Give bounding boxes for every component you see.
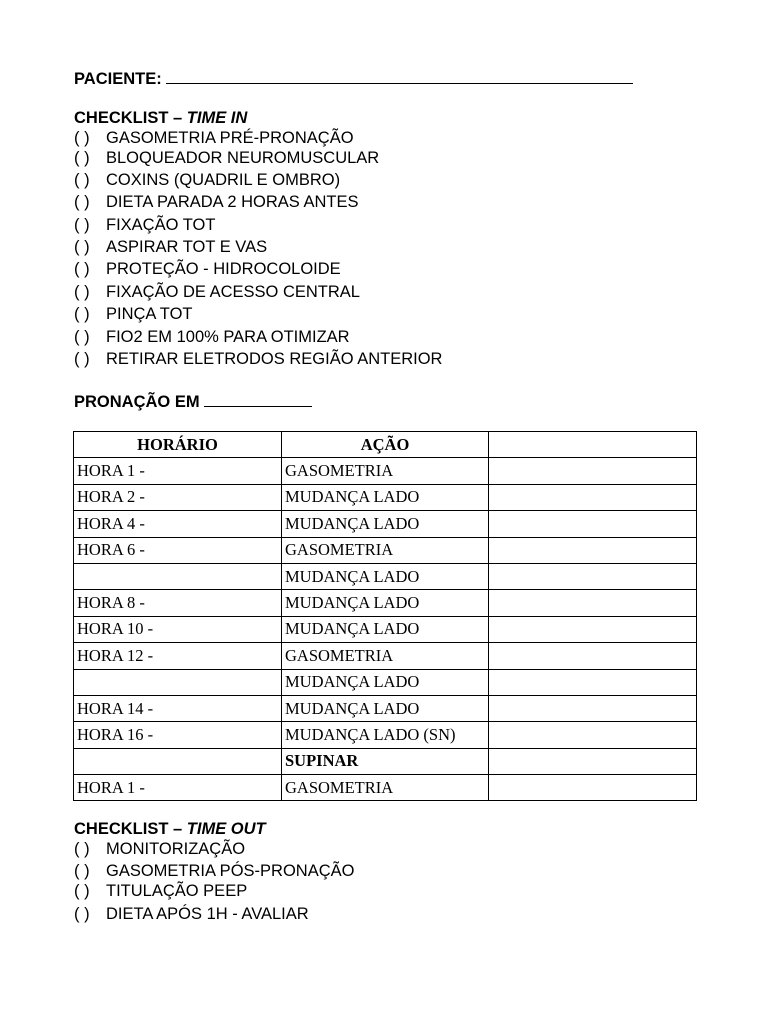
column-header-action: AÇÃO xyxy=(282,432,489,458)
time-cell: HORA 6 - xyxy=(74,537,282,563)
checklist-item[interactable]: ( ) FIXAÇÃO DE ACESSO CENTRAL xyxy=(74,283,360,301)
time-out-title: CHECKLIST – TIME OUT xyxy=(74,820,266,838)
time-cell: HORA 1 - xyxy=(74,458,282,484)
action-cell: MUDANÇA LADO xyxy=(282,563,489,589)
extra-cell[interactable] xyxy=(489,484,697,510)
action-cell: MUDANÇA LADO xyxy=(282,669,489,695)
time-cell: HORA 2 - xyxy=(74,484,282,510)
patient-label: PACIENTE: xyxy=(74,70,162,88)
checkbox-parens[interactable]: ( ) xyxy=(74,305,90,323)
table-row xyxy=(74,458,697,484)
checkbox-parens[interactable]: ( ) xyxy=(74,840,90,858)
checklist-item[interactable]: ( ) GASOMETRIA PRÉ-PRONAÇÃO xyxy=(74,129,354,147)
action-cell: MUDANÇA LADO xyxy=(282,484,489,510)
checkbox-parens[interactable]: ( ) xyxy=(74,350,90,368)
pronation-label: PRONAÇÃO EM xyxy=(74,393,200,411)
extra-cell[interactable] xyxy=(489,590,697,616)
checkbox-parens[interactable]: ( ) xyxy=(74,216,90,234)
time-cell xyxy=(74,669,282,695)
table-row xyxy=(74,643,697,669)
action-cell: GASOMETRIA xyxy=(282,643,489,669)
checklist-item[interactable]: ( ) BLOQUEADOR NEUROMUSCULAR xyxy=(74,149,380,167)
checklist-item[interactable]: ( ) PROTEÇÃO - HIDROCOLOIDE xyxy=(74,260,341,278)
pronation-date-blank[interactable] xyxy=(204,392,312,407)
time-cell: HORA 10 - xyxy=(74,616,282,642)
action-cell: MUDANÇA LADO (SN) xyxy=(282,722,489,748)
checkbox-parens[interactable]: ( ) xyxy=(74,171,90,189)
time-cell xyxy=(74,563,282,589)
extra-cell[interactable] xyxy=(489,748,697,774)
table-row xyxy=(74,563,697,589)
checkbox-parens[interactable]: ( ) xyxy=(74,260,90,278)
action-cell: MUDANÇA LADO xyxy=(282,590,489,616)
time-cell: HORA 12 - xyxy=(74,643,282,669)
checkbox-parens[interactable]: ( ) xyxy=(74,149,90,167)
table-row xyxy=(74,722,697,748)
pronation-line xyxy=(74,392,312,412)
checkbox-parens[interactable]: ( ) xyxy=(74,882,90,900)
extra-cell[interactable] xyxy=(489,563,697,589)
time-cell: HORA 4 - xyxy=(74,511,282,537)
table-row xyxy=(74,669,697,695)
table-row xyxy=(74,511,697,537)
patient-name-blank[interactable] xyxy=(166,69,633,84)
checklist-item[interactable]: ( ) TITULAÇÃO PEEP xyxy=(74,882,248,900)
action-cell: GASOMETRIA xyxy=(282,537,489,563)
checklist-item[interactable]: ( ) MONITORIZAÇÃO xyxy=(74,840,246,858)
checkbox-parens[interactable]: ( ) xyxy=(74,328,90,346)
extra-cell[interactable] xyxy=(489,695,697,721)
schedule-table xyxy=(73,431,697,801)
table-row xyxy=(74,695,697,721)
column-header-extra xyxy=(489,432,697,458)
extra-cell[interactable] xyxy=(489,722,697,748)
checkbox-parens[interactable]: ( ) xyxy=(74,193,90,211)
checklist-item[interactable]: ( ) FIO2 EM 100% PARA OTIMIZAR xyxy=(74,328,350,346)
table-row xyxy=(74,484,697,510)
checkbox-parens[interactable]: ( ) xyxy=(74,862,90,880)
checklist-item[interactable]: ( ) FIXAÇÃO TOT xyxy=(74,216,216,234)
table-header-row xyxy=(74,432,697,458)
action-cell: MUDANÇA LADO xyxy=(282,511,489,537)
extra-cell[interactable] xyxy=(489,458,697,484)
extra-cell[interactable] xyxy=(489,775,697,801)
time-cell: HORA 8 - xyxy=(74,590,282,616)
checklist-item[interactable]: ( ) RETIRAR ELETRODOS REGIÃO ANTERIOR xyxy=(74,350,443,368)
checklist-item[interactable]: ( ) COXINS (QUADRIL E OMBRO) xyxy=(74,171,341,189)
patient-line xyxy=(74,69,633,89)
checkbox-parens[interactable]: ( ) xyxy=(74,905,90,923)
time-cell: HORA 14 - xyxy=(74,695,282,721)
extra-cell[interactable] xyxy=(489,537,697,563)
table-row xyxy=(74,748,697,774)
extra-cell[interactable] xyxy=(489,669,697,695)
extra-cell[interactable] xyxy=(489,643,697,669)
checkbox-parens[interactable]: ( ) xyxy=(74,283,90,301)
table-row xyxy=(74,616,697,642)
checklist-item[interactable]: ( ) GASOMETRIA PÓS-PRONAÇÃO xyxy=(74,862,355,880)
checklist-item[interactable]: ( ) DIETA APÓS 1H - AVALIAR xyxy=(74,905,309,923)
column-header-time: HORÁRIO xyxy=(74,432,282,458)
table-row xyxy=(74,775,697,801)
time-cell xyxy=(74,748,282,774)
extra-cell[interactable] xyxy=(489,616,697,642)
action-cell: SUPINAR xyxy=(282,748,489,774)
checklist-item[interactable]: ( ) DIETA PARADA 2 HORAS ANTES xyxy=(74,193,359,211)
action-cell: MUDANÇA LADO xyxy=(282,616,489,642)
time-cell: HORA 1 - xyxy=(74,775,282,801)
checklist-item[interactable]: ( ) ASPIRAR TOT E VAS xyxy=(74,238,268,256)
checklist-item[interactable]: ( ) PINÇA TOT xyxy=(74,305,193,323)
table-row xyxy=(74,537,697,563)
checkbox-parens[interactable]: ( ) xyxy=(74,238,90,256)
action-cell: MUDANÇA LADO xyxy=(282,695,489,721)
action-cell: GASOMETRIA xyxy=(282,775,489,801)
time-cell: HORA 16 - xyxy=(74,722,282,748)
action-cell: GASOMETRIA xyxy=(282,458,489,484)
extra-cell[interactable] xyxy=(489,511,697,537)
table-row xyxy=(74,590,697,616)
checkbox-parens[interactable]: ( ) xyxy=(74,129,90,147)
time-in-title: CHECKLIST – TIME IN xyxy=(74,109,248,127)
